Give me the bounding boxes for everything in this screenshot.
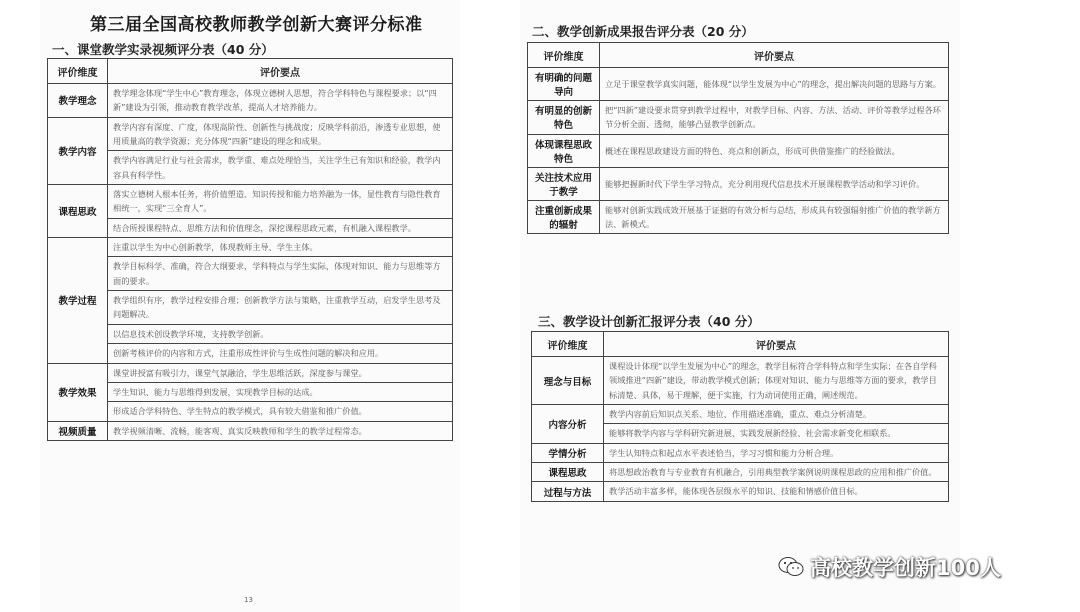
point-cell: 教学内容有深度、广度，体现高阶性、创新性与挑战度；反映学科前沿，渗透专业思想，使用质量高的教学资源；充分体现“四新”建设的理念和成果。	[108, 117, 453, 151]
point-cell: 把“四新”建设要求贯穿到教学过程中，对教学目标、内容、方法、活动、评价等教学过程各环节分析全面、透彻，能够凸显教学创新点。	[600, 101, 949, 135]
page-number: 13	[244, 596, 253, 604]
point-cell: 学生知识、能力与思维得到发展，实现教学目标的达成。	[108, 382, 453, 401]
dimension-cell: 体现课程思政特色	[528, 134, 600, 167]
dimension-cell: 内容分析	[532, 405, 604, 444]
point-cell: 教学目标科学、准确，符合大纲要求，学科特点与学生实际，体现对知识、能力与思维等方面的要求。	[108, 257, 453, 291]
table-row	[48, 344, 453, 363]
table-row	[48, 117, 453, 151]
header-points: 评价要点	[604, 332, 949, 357]
table-row	[48, 238, 453, 257]
dimension-cell: 课程思政	[532, 463, 604, 482]
wechat-icon	[778, 556, 804, 578]
point-cell: 形成适合学科特色、学生特点的教学模式，具有较大借鉴和推广价值。	[108, 402, 453, 421]
header-points: 评价要点	[600, 43, 949, 68]
table-header-row	[528, 43, 949, 68]
point-cell: 结合所授课程特点、思维方法和价值理念，深挖课程思政元素，有机融入课程教学。	[108, 218, 453, 237]
header-dimension: 评价维度	[528, 43, 600, 68]
header-points: 评价要点	[108, 59, 453, 84]
table-row	[48, 291, 453, 325]
dimension-cell: 注重创新成果的辐射	[528, 200, 600, 234]
watermark	[778, 552, 1001, 582]
table-row	[48, 363, 453, 382]
table-row	[532, 357, 949, 405]
table-row	[528, 167, 949, 200]
table-row	[48, 421, 453, 440]
table-row	[48, 382, 453, 401]
dimension-cell: 理念与目标	[532, 357, 604, 405]
dimension-cell: 视频质量	[48, 421, 108, 440]
point-cell: 学生认知特点和起点水平表述恰当，学习习惯和能力分析合理。	[604, 443, 949, 462]
section2-table	[527, 42, 949, 234]
point-cell: 能够把握新时代下学生学习特点，充分利用现代信息技术开展课程教学活动和学习评价。	[600, 167, 949, 200]
table-header-row	[48, 59, 453, 84]
table-row	[528, 101, 949, 135]
point-cell: 教学内容前后知识点关系、地位、作用描述准确，重点、难点分析清楚。	[604, 405, 949, 424]
point-cell: 以信息技术创设教学环境，支持教学创新。	[108, 324, 453, 343]
point-cell: 概述在课程思政建设方面的特色、亮点和创新点，形成可供借鉴推广的经验做法。	[600, 134, 949, 167]
point-cell: 教学视频清晰、流畅，能客观、真实反映教师和学生的教学过程常态。	[108, 421, 453, 440]
section3-table	[531, 331, 949, 502]
header-dimension: 评价维度	[532, 332, 604, 357]
dimension-cell: 有明显的创新特色	[528, 101, 600, 135]
table-row	[48, 257, 453, 291]
dimension-cell: 课程思政	[48, 185, 108, 238]
table-row	[48, 324, 453, 343]
section1-table	[47, 58, 453, 441]
dimension-cell: 过程与方法	[532, 482, 604, 501]
table-row	[528, 68, 949, 101]
point-cell: 教学活动丰富多样，能体现各层级水平的知识、技能和情感价值目标。	[604, 482, 949, 501]
section3-title: 三、教学设计创新汇报评分表（40 分）	[538, 314, 760, 329]
watermark-text: 高校教学创新100人	[810, 556, 1001, 580]
table-row	[532, 482, 949, 501]
dimension-cell: 教学内容	[48, 117, 108, 184]
table-row	[48, 84, 453, 118]
table-row	[532, 405, 949, 424]
point-cell: 教学内容满足行业与社会需求，教学重、难点处理恰当，关注学生已有知识和经验，教学内容具有科学性。	[108, 151, 453, 185]
dimension-cell: 教学效果	[48, 363, 108, 421]
header-dimension: 评价维度	[48, 59, 108, 84]
table-row	[48, 151, 453, 185]
section2-title: 二、教学创新成果报告评分表（20 分）	[532, 24, 754, 39]
dimension-cell: 教学过程	[48, 238, 108, 363]
point-cell: 创新考核评价的内容和方式，注重形成性评价与生成性问题的解决和应用。	[108, 344, 453, 363]
point-cell: 课堂讲授富有吸引力，课堂气氛融洽，学生思维活跃，深度参与课堂。	[108, 363, 453, 382]
point-cell: 教学组织有序，教学过程安排合理；创新教学方法与策略，注重教学互动，启发学生思考及问题解决。	[108, 291, 453, 325]
point-cell: 能够对创新实践成效开展基于证据的有效分析与总结，形成具有较强辐射推广价值的教学新方法、新模式。	[600, 200, 949, 234]
point-cell: 能够将教学内容与学科研究新进展、实践发展新经验、社会需求新变化相联系。	[604, 424, 949, 443]
point-cell: 教学理念体现“学生中心”教育理念，体现立德树人思想，符合学科特色与课程要求；以“四新”建设为引领，推动教育教学改革，提高人才培养能力。	[108, 84, 453, 118]
point-cell: 立足于课堂教学真实问题，能体现“以学生发展为中心”的理念，提出解决问题的思路与方案。	[600, 68, 949, 101]
section1-title: 一、课堂教学实录视频评分表（40 分）	[52, 42, 274, 57]
point-cell: 落实立德树人根本任务，将价值塑造、知识传授和能力培养融为一体，显性教育与隐性教育相统一，实现“三全育人”。	[108, 185, 453, 219]
point-cell: 课程设计体现“以学生发展为中心”的理念，教学目标符合学科特点和学生实际；在各自学科领域推进“四新”建设，带动教学模式创新；体现对知识、能力与思维等方面的要求，教学目标清楚、具体，易于理解，便于实施，行为动词使用正确，阐述规范。	[604, 357, 949, 405]
table-row	[532, 463, 949, 482]
table-header-row	[532, 332, 949, 357]
table-row	[48, 402, 453, 421]
dimension-cell: 教学理念	[48, 84, 108, 118]
table-row	[532, 443, 949, 462]
table-row	[48, 185, 453, 219]
document-title: 第三届全国高校教师教学创新大赛评分标准	[90, 15, 423, 35]
dimension-cell: 学情分析	[532, 443, 604, 462]
table-row	[528, 200, 949, 234]
table-row	[48, 218, 453, 237]
point-cell: 将思想政治教育与专业教育有机融合，引用典型教学案例说明课程思政的应用和推广价值。	[604, 463, 949, 482]
dimension-cell: 有明确的问题导向	[528, 68, 600, 101]
table-row	[528, 134, 949, 167]
point-cell: 注重以学生为中心创新教学，体现教师主导、学生主体。	[108, 238, 453, 257]
dimension-cell: 关注技术应用于教学	[528, 167, 600, 200]
